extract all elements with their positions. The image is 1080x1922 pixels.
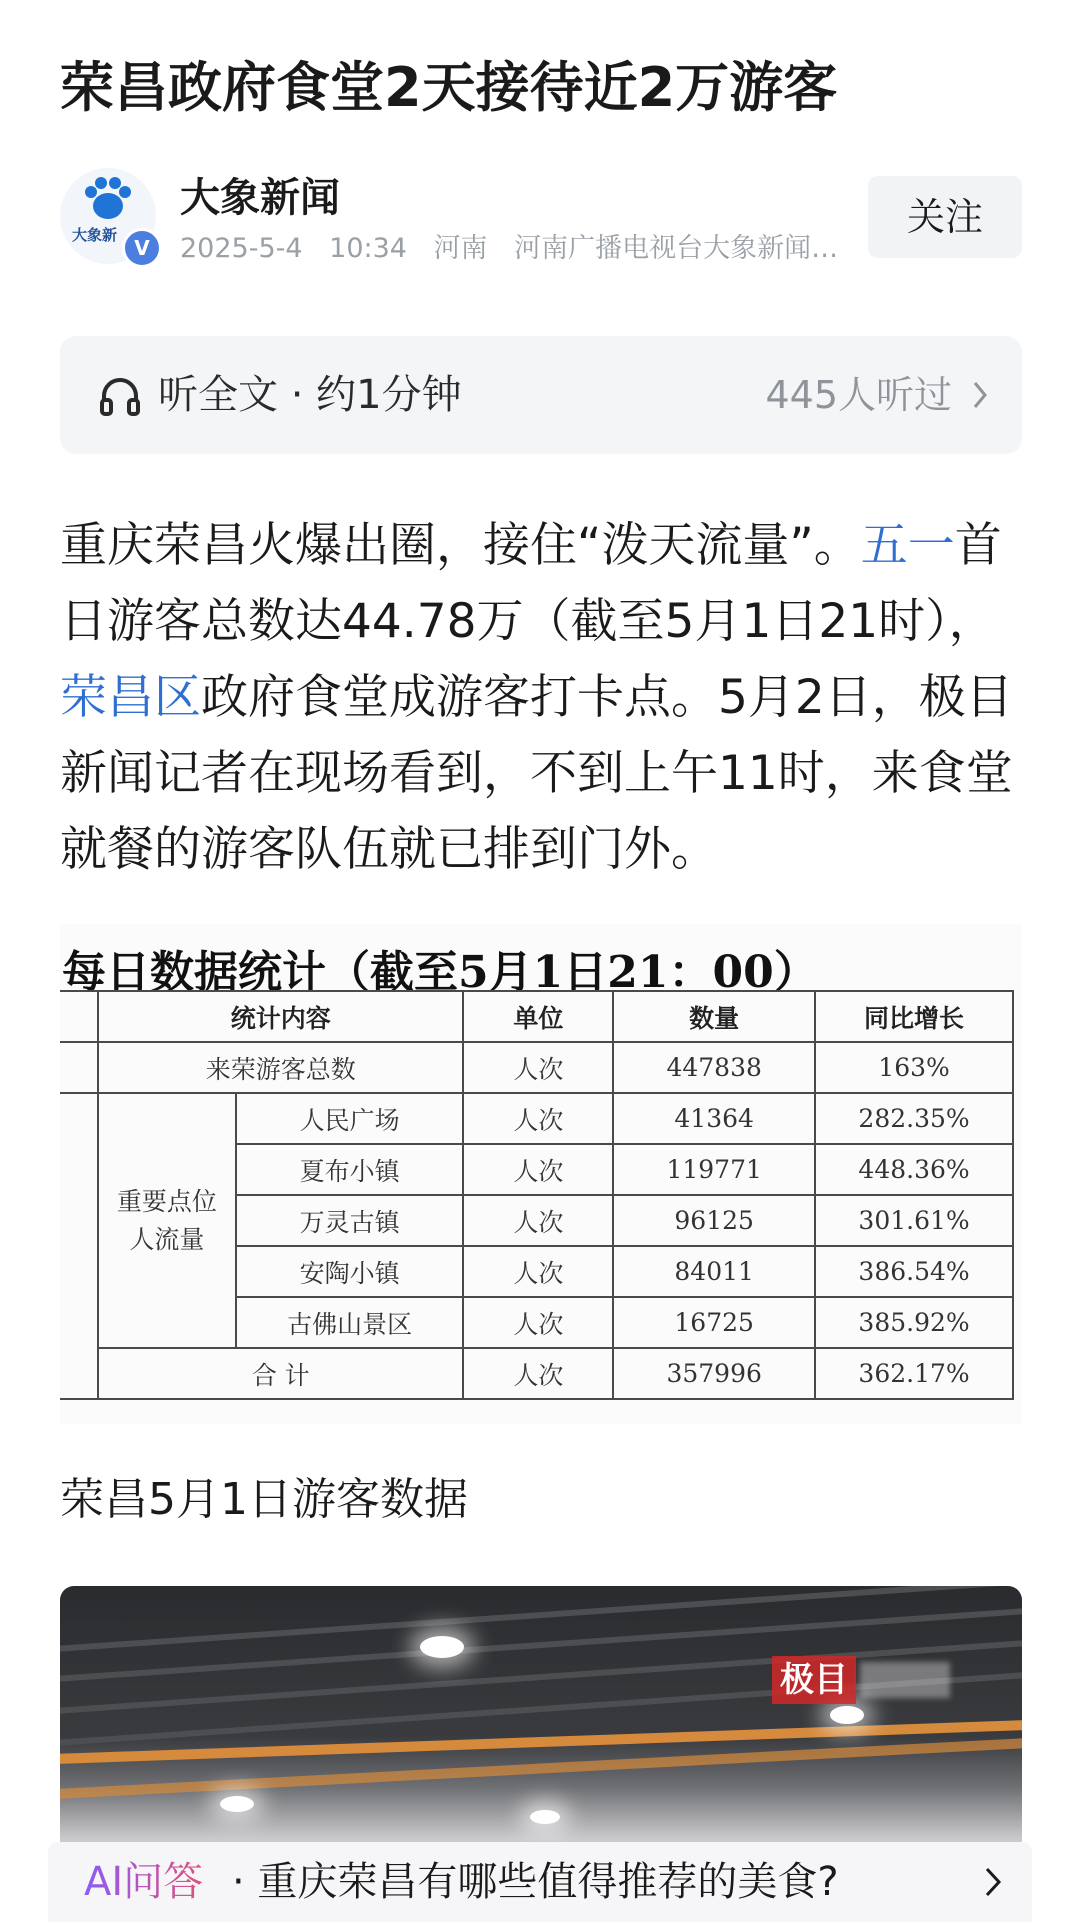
table-cell: 人次 bbox=[463, 1246, 613, 1297]
publish-source: 河南广播电视台大象新闻… bbox=[514, 233, 839, 264]
table-header: 统计内容 bbox=[98, 991, 464, 1042]
table-cell: 人次 bbox=[463, 1297, 613, 1348]
table-cell: 163% bbox=[815, 1042, 1013, 1093]
table-cell: 人民广场 bbox=[236, 1093, 464, 1144]
table-header-row bbox=[60, 991, 1013, 1042]
verified-badge-icon: V bbox=[122, 228, 162, 268]
ceiling-light bbox=[830, 1706, 864, 1724]
listen-full-text-bar[interactable] bbox=[60, 336, 1022, 454]
table-cell: 96125 bbox=[613, 1195, 815, 1246]
table-cell: 合 计 bbox=[98, 1348, 464, 1399]
listen-label: 听全文 · 约1分钟 bbox=[158, 372, 462, 418]
table-cell: 448.36% bbox=[815, 1144, 1013, 1195]
chevron-right-icon bbox=[984, 1866, 1002, 1898]
table-header: 数量 bbox=[613, 991, 815, 1042]
author-name[interactable]: 大象新闻 bbox=[180, 175, 340, 221]
table-cell: 人次 bbox=[463, 1348, 613, 1399]
ai-qa-question: · 重庆荣昌有哪些值得推荐的美食? bbox=[232, 1859, 839, 1905]
ceiling-orange-rail bbox=[60, 1717, 1022, 1765]
headphone-icon bbox=[98, 374, 142, 418]
table-cell: 安陶小镇 bbox=[236, 1246, 464, 1297]
table-cell bbox=[60, 1093, 98, 1399]
table-cell: 357996 bbox=[613, 1348, 815, 1399]
table-row bbox=[60, 1093, 1013, 1144]
table-cell bbox=[60, 991, 98, 1042]
video-watermark-logo: 极目 bbox=[772, 1656, 856, 1704]
article-title: 荣昌政府食堂2天接待近2万游客 bbox=[60, 56, 838, 119]
table-cell: 84011 bbox=[613, 1246, 815, 1297]
table-cell: 119771 bbox=[613, 1144, 815, 1195]
table-cell: 来荣游客总数 bbox=[98, 1042, 464, 1093]
publish-meta bbox=[180, 226, 860, 265]
table-header: 同比增长 bbox=[815, 991, 1013, 1042]
table-row bbox=[60, 1348, 1013, 1399]
ai-qa-label: AI问答 bbox=[84, 1854, 203, 1910]
article-body-paragraph bbox=[60, 508, 1022, 888]
body-text-1: 重庆荣昌火爆出圈，接住“泼天流量”。 bbox=[60, 518, 861, 573]
stats-table-image[interactable] bbox=[60, 924, 1022, 1424]
table-cell: 41364 bbox=[613, 1093, 815, 1144]
listen-count: 445人听过 bbox=[765, 373, 952, 417]
ceiling-light bbox=[420, 1636, 464, 1658]
ceiling-light bbox=[220, 1796, 254, 1812]
table-cell: 夏布小镇 bbox=[236, 1144, 464, 1195]
topic-link-wuyi[interactable]: 五一 bbox=[860, 518, 955, 573]
ceiling-light bbox=[530, 1810, 560, 1824]
paw-logo-icon bbox=[82, 176, 134, 222]
table-cell: 古佛山景区 bbox=[236, 1297, 464, 1348]
stats-heading: 每日数据统计（截至5月1日21：00） bbox=[62, 947, 818, 998]
stats-table bbox=[60, 990, 1014, 1400]
table-cell: 人次 bbox=[463, 1093, 613, 1144]
table-cell: 万灵古镇 bbox=[236, 1195, 464, 1246]
table-cell: 人次 bbox=[463, 1144, 613, 1195]
table-cell: 301.61% bbox=[815, 1195, 1013, 1246]
body-text-2: 首日游客总数达44.78万（截至5月1日21时）， bbox=[60, 518, 1002, 649]
table-row bbox=[60, 1042, 1013, 1093]
table-group-label: 重要点位人流量 bbox=[98, 1093, 236, 1348]
table-cell: 人次 bbox=[463, 1195, 613, 1246]
table-cell: 282.35% bbox=[815, 1093, 1013, 1144]
video-watermark-blur bbox=[860, 1662, 950, 1698]
publish-date: 2025-5-4 bbox=[180, 233, 303, 264]
image-caption: 荣昌5月1日游客数据 bbox=[60, 1474, 468, 1525]
table-cell: 16725 bbox=[613, 1297, 815, 1348]
body-text-3: 政府食堂成游客打卡点。5月2日，极目新闻记者在现场看到，不到上午11时，来食堂就餐的游客队伍就已排到门外。 bbox=[60, 670, 1013, 877]
chevron-right-icon bbox=[972, 380, 988, 410]
table-cell bbox=[60, 1042, 98, 1093]
publish-time: 10:34 bbox=[329, 233, 407, 264]
follow-button[interactable]: 关注 bbox=[868, 176, 1022, 258]
table-cell: 386.54% bbox=[815, 1246, 1013, 1297]
table-header: 单位 bbox=[463, 991, 613, 1042]
table-cell: 447838 bbox=[613, 1042, 815, 1093]
ai-qa-bar[interactable] bbox=[48, 1842, 1032, 1922]
table-cell: 人次 bbox=[463, 1042, 613, 1093]
topic-link-rongchang[interactable]: 荣昌区 bbox=[60, 670, 201, 725]
table-cell: 362.17% bbox=[815, 1348, 1013, 1399]
table-cell: 385.92% bbox=[815, 1297, 1013, 1348]
publish-region: 河南 bbox=[433, 233, 488, 264]
avatar-logo-text: 大象新 bbox=[72, 226, 118, 244]
